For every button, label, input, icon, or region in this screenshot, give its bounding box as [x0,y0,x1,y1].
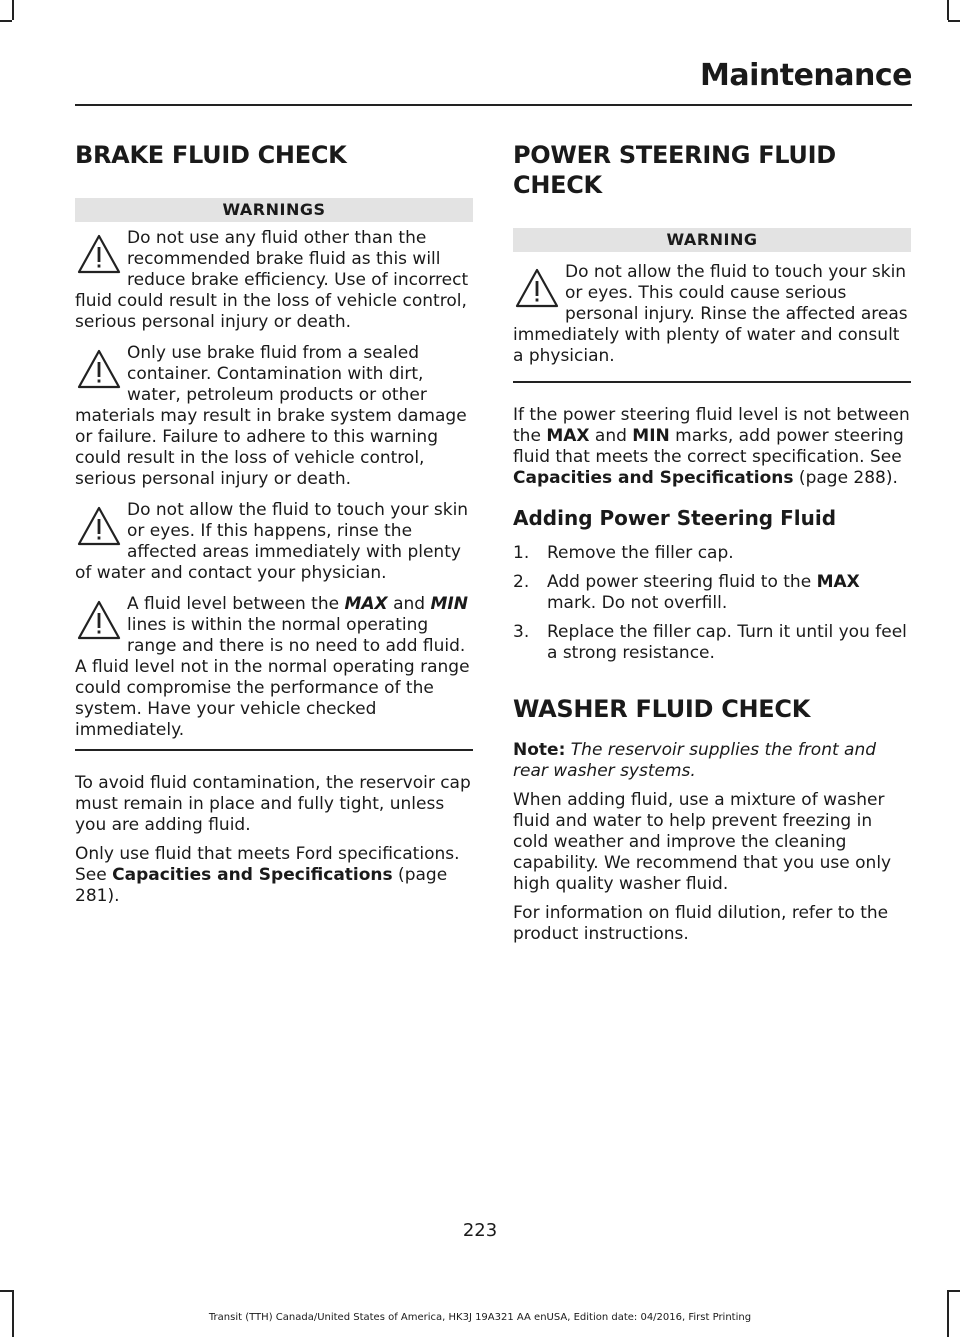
max-label: MAX [344,594,388,614]
warning-item [75,500,473,584]
crop-mark [948,1290,960,1292]
warning-text: Only use brake fluid from a sealed container. Contamination with dirt, water, petroleum products or other materials may result in brake system damage or failure. Failure to adhere to this warning could result in the loss of vehicle control, serious personal injury or death. [75,343,467,489]
edition-info: Transit (TTH) Canada/United States of America, HK3J 19A321 AA enUSA, Edition date: 04/2016, First Printing [208,1312,752,1323]
warning-triangle-icon [75,234,127,278]
warning-item [75,594,473,741]
power-steering-heading: POWER STEERING FLUID CHECK [513,141,836,199]
warnings-banner: WARNINGS [75,198,473,222]
list-item: 2. Add power steering fluid to the MAX mark. Do not overfill. [513,571,860,613]
page-number: 223 [462,1220,498,1241]
washer-fluid-heading: WASHER FLUID CHECK [513,694,811,723]
warning-banner: WARNING [513,228,911,252]
brake-fluid-heading: BRAKE FLUID CHECK [75,141,347,169]
capacities-link[interactable]: Capacities and Specifications [112,864,393,885]
left-column [75,140,473,907]
max-label: MAX [546,425,590,446]
header-divider [75,104,912,106]
warning-item [75,343,473,490]
steps-list [513,543,911,664]
crop-mark [948,20,960,22]
capacities-link[interactable]: Capacities and Specifications [513,467,794,488]
warning-triangle-icon [75,506,127,550]
min-label: MIN [632,425,670,446]
warning-text: Do not use any fluid other than the recommended brake fluid as this will reduce brake efficiency. Use of incorrect fluid could result in the loss of vehicle control, serious personal injury or death. [75,228,469,332]
crop-mark [12,0,14,20]
paragraph: For information on fluid dilution, refer to the product instructions. [513,902,889,944]
paragraph: Only use fluid that meets Ford specifications. See Capacities and Specifications (page 281). [75,843,460,906]
adding-fluid-subheading: Adding Power Steering Fluid [513,505,837,530]
warning-triangle-icon [75,349,127,393]
warning-triangle-icon [513,268,565,312]
warning-text: A fluid level between the MAX and MIN lines is within the normal operating range and there is no need to add fluid. A fluid level not in the normal operating range could compromise the performance of the system. Have your vehicle checked immediately. [75,594,470,740]
paragraph: To avoid fluid contamination, the reservoir cap must remain in place and fully tight, unless you are adding fluid. [75,772,471,835]
list-item: 3. Replace the filler cap. Turn it until you feel a strong resistance. [513,621,907,663]
warning-item [513,262,911,367]
paragraph: When adding fluid, use a mixture of washer fluid and water to help prevent freezing in cold weather and improve the cleaning capability. We recommend that you use only high quality washer fluid. [513,789,892,894]
crop-mark [0,1290,12,1292]
warning-item [75,228,473,333]
warning-text: Do not allow the fluid to touch your skin or eyes. If this happens, rinse the affected areas immediately with plenty of water and contact your physician. [75,500,469,583]
warning-text: Do not allow the fluid to touch your skin or eyes. This could cause serious personal injury. Rinse the affected areas immediately with plenty of water and consult a physician. [513,262,908,366]
list-item: 1. Remove the filler cap. [513,542,734,563]
min-label: MIN [430,594,468,614]
note: Note: The reservoir supplies the front and rear washer systems. [513,739,877,781]
crop-mark [947,0,949,20]
paragraph: If the power steering fluid level is not between the MAX and MIN marks, add power steering fluid that meets the correct specification. See Capacities and Specifications (page 288). [513,404,910,488]
right-column [513,140,911,945]
warning-triangle-icon [75,600,127,644]
crop-mark [0,20,12,22]
section-title: Maintenance [699,58,912,93]
